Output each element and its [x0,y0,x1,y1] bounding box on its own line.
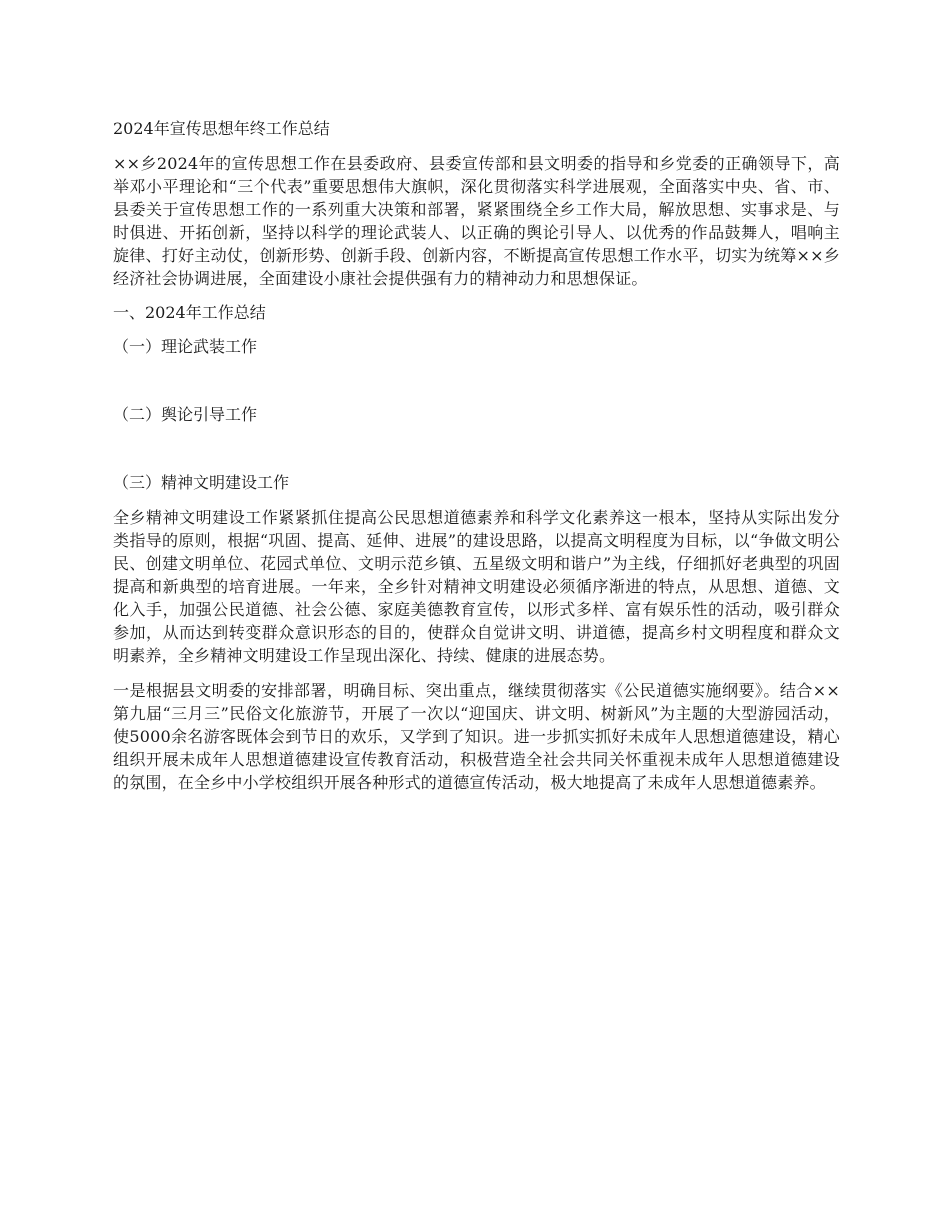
intro-paragraph: ××乡2024年的宣传思想工作在县委政府、县委宣传部和县文明委的指导和乡党委的正确领导下，高举邓小平理论和“三个代表”重要思想伟大旗帜，深化贯彻落实科学进展观，全面落实中央、省、市、县委关于宣传思想工作的一系列重大决策和部署，紧紧围绕全乡工作大局，解放思想、实事求是、与时俱进、开拓创新，坚持以科学的理论武装人、以正确的舆论引导人、以优秀的作品鼓舞人，唱响主旋律、打好主动仗，创新形势、创新手段、创新内容，不断提高宣传思想工作水平，切实为统筹××乡经济社会协调进展，全面建设小康社会提供强有力的精神动力和思想保证。 [113,154,840,288]
document-page [113,118,840,806]
section-heading-summary: 一、2024年工作总结 [113,303,266,322]
document-title: 2024年宣传思想年终工作总结 [113,119,330,138]
sub-heading-public-opinion: （二）舆论引导工作 [113,405,258,424]
blank-space [113,438,840,472]
sub-heading-theory: （一）理论武装工作 [113,337,258,356]
blank-space [113,370,840,404]
point-one-paragraph: 一是根据县文明委的安排部署，明确目标、突出重点，继续贯彻落实《公民道德实施纲要》。结合××第九届“三月三”民俗文化旅游节，开展了一次以“迎国庆、讲文明、树新风”为主题的大型游园活动，使5000余名游客既体会到节日的欢乐，又学到了知识。进一步抓实抓好未成年人思想道德建设，精心组织开展未成年人思想道德建设宣传教育活动，积极营造全社会共同关怀重视未成年人思想道德建设的氛围，在全乡中小学校组织开展各种形式的道德宣传活动，极大地提高了未成年人思想道德素养。 [113,681,840,792]
sub-heading-civilization: （三）精神文明建设工作 [113,473,290,492]
civilization-paragraph: 全乡精神文明建设工作紧紧抓住提高公民思想道德素养和科学文化素养这一根本，坚持从实际出发分类指导的原则，根据“巩固、提高、延伸、进展”的建设思路，以提高文明程度为目标，以“争做文明公民、创建文明单位、花园式单位、文明示范乡镇、五星级文明和谐户”为主线，仔细抓好老典型的巩固提高和新典型的培育进展。一年来，全乡针对精神文明建设必须循序渐进的特点，从思想、道德、文化入手，加强公民道德、社会公德、家庭美德教育宣传，以形式多样、富有娱乐性的活动，吸引群众参加，从而达到转变群众意识形态的目的，使群众自觉讲文明、讲道德，提高乡村文明程度和群众文明素养，全乡精神文明建设工作呈现出深化、持续、健康的进展态势。 [113,508,840,665]
